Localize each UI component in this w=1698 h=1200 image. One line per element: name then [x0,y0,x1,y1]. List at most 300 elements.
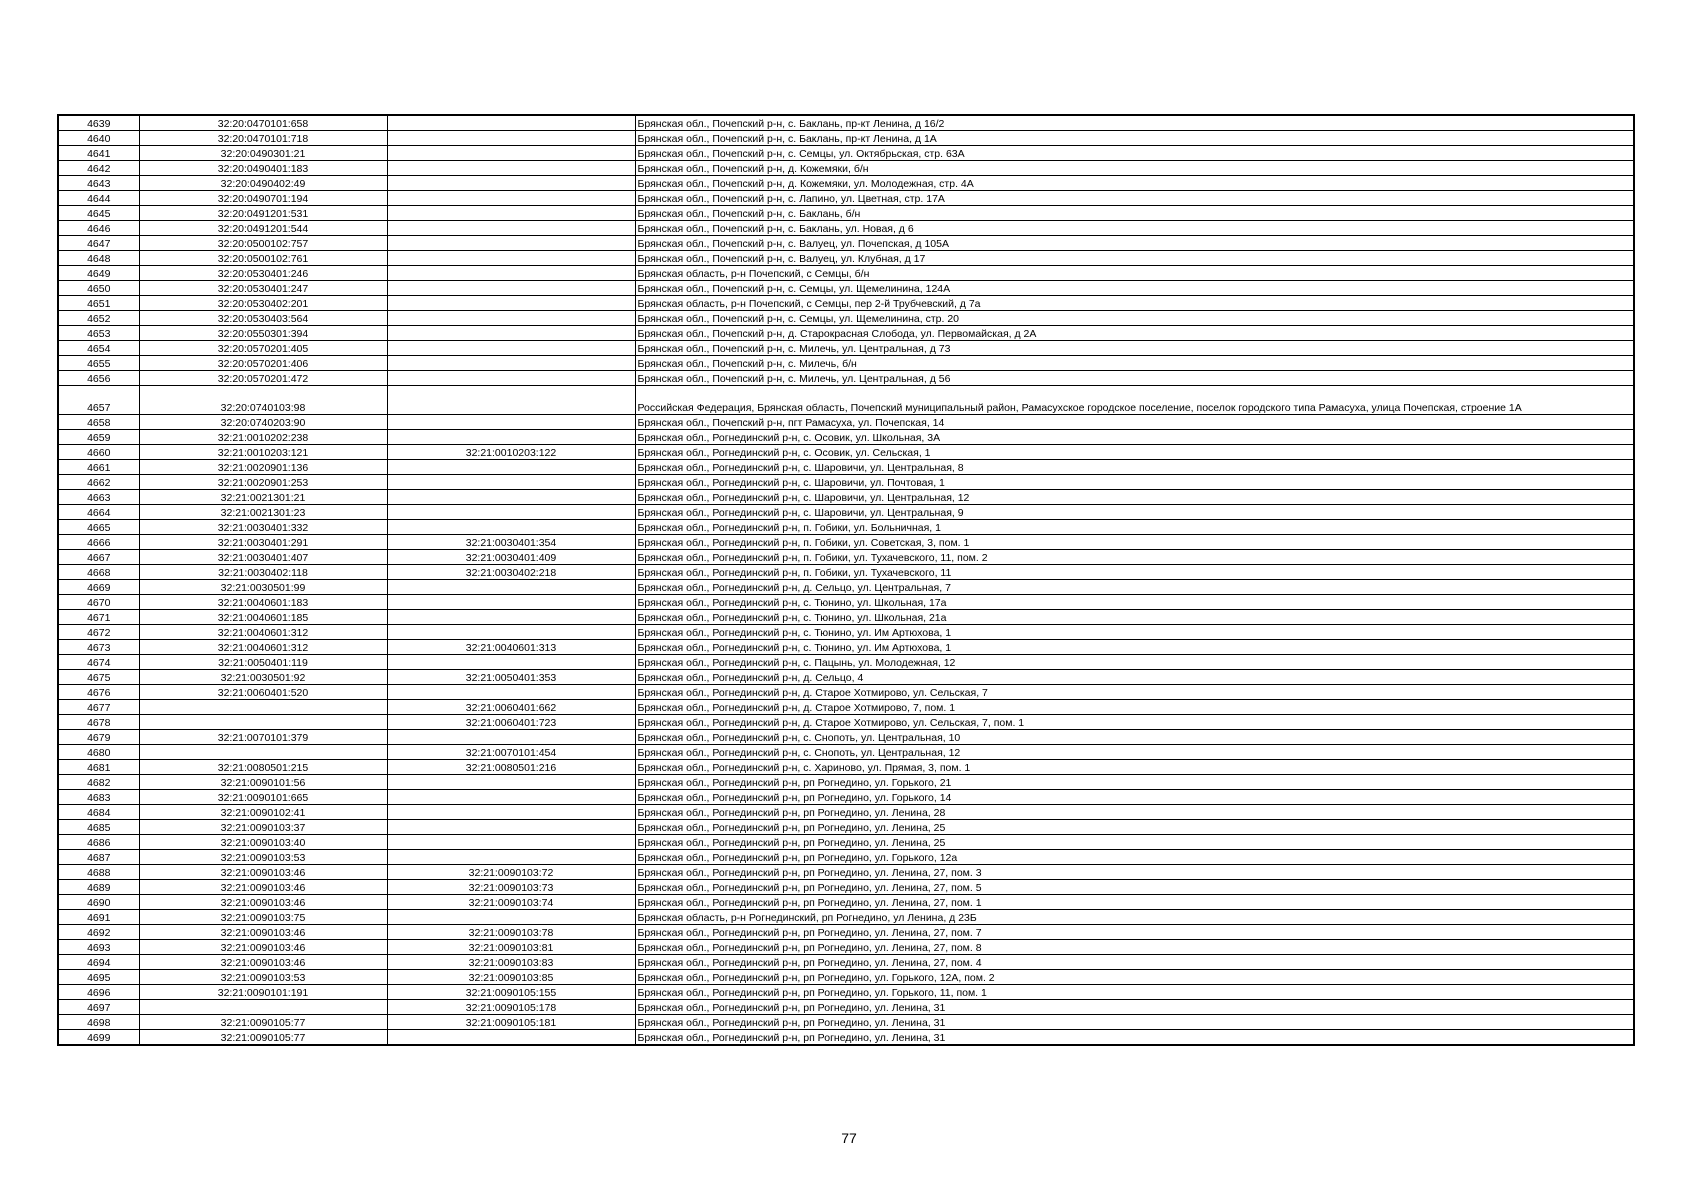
row-number-cell: 4695 [58,970,139,985]
table-row [58,625,1634,640]
related-cadastral-number-cell: 32:21:0090105:155 [387,985,635,1000]
cadastral-number-cell: 32:21:0021301:23 [139,505,387,520]
table-row [58,535,1634,550]
table-row [58,730,1634,745]
address-cell: Брянская обл., Почепский р-н, с. Баклань, пр-кт Ленина, д 16/2 [635,115,1634,131]
row-number-cell: 4642 [58,161,139,176]
register-body [58,115,1634,1045]
row-number-cell: 4687 [58,850,139,865]
table-row [58,685,1634,700]
related-cadastral-number-cell [387,625,635,640]
address-cell: Брянская обл., Рогнединский р-н, рп Рогнедино, ул. Ленина, 28 [635,805,1634,820]
related-cadastral-number-cell: 32:21:0090103:72 [387,865,635,880]
cadastral-number-cell: 32:20:0570201:406 [139,356,387,371]
address-cell: Брянская обл., Рогнединский р-н, с. Шаровичи, ул. Почтовая, 1 [635,475,1634,490]
address-cell: Брянская обл., Рогнединский р-н, д. Старое Хотмирово, ул. Сельская, 7, пом. 1 [635,715,1634,730]
table-row [58,326,1634,341]
table-row [58,550,1634,565]
table-row [58,940,1634,955]
related-cadastral-number-cell [387,820,635,835]
related-cadastral-number-cell [387,191,635,206]
address-cell: Брянская обл., Рогнединский р-н, п. Гобики, ул. Больничная, 1 [635,520,1634,535]
address-cell: Брянская обл., Рогнединский р-н, с. Тюнино, ул. Им Артюхова, 1 [635,625,1634,640]
table-row [58,1015,1634,1030]
row-number-cell: 4686 [58,835,139,850]
related-cadastral-number-cell [387,206,635,221]
related-cadastral-number-cell [387,775,635,790]
cadastral-number-cell: 32:21:0040601:185 [139,610,387,625]
related-cadastral-number-cell: 32:21:0070101:454 [387,745,635,760]
cadastral-number-cell [139,1000,387,1015]
address-cell: Брянская область, р-н Почепский, с Семцы, пер 2-й Трубчевский, д 7а [635,296,1634,311]
address-cell: Брянская обл., Рогнединский р-н, рп Рогнедино, ул. Горького, 12А, пом. 2 [635,970,1634,985]
table-row [58,835,1634,850]
cadastral-number-cell: 32:21:0010202:238 [139,430,387,445]
address-cell: Брянская обл., Почепский р-н, д. Кожемяки, б/н [635,161,1634,176]
related-cadastral-number-cell [387,146,635,161]
related-cadastral-number-cell [387,115,635,131]
table-row [58,356,1634,371]
address-cell: Брянская обл., Рогнединский р-н, п. Гобики, ул. Тухачевского, 11, пом. 2 [635,550,1634,565]
table-row [58,895,1634,910]
table-row [58,460,1634,475]
related-cadastral-number-cell: 32:21:0090103:74 [387,895,635,910]
table-row [58,1030,1634,1046]
related-cadastral-number-cell [387,910,635,925]
table-row [58,490,1634,505]
related-cadastral-number-cell [387,281,635,296]
cadastral-number-cell: 32:21:0090103:46 [139,895,387,910]
table-row [58,236,1634,251]
row-number-cell: 4699 [58,1030,139,1046]
address-cell: Брянская обл., Рогнединский р-н, с. Снопоть, ул. Центральная, 10 [635,730,1634,745]
related-cadastral-number-cell [387,790,635,805]
address-cell: Брянская обл., Рогнединский р-н, д. Сельцо, ул. Центральная, 7 [635,580,1634,595]
address-cell: Брянская обл., Почепский р-н, д. Кожемяки, ул. Молодежная, стр. 4А [635,176,1634,191]
related-cadastral-number-cell [387,176,635,191]
address-cell: Брянская обл., Рогнединский р-н, рп Рогнедино, ул. Ленина, 31 [635,1015,1634,1030]
related-cadastral-number-cell: 32:21:0040601:313 [387,640,635,655]
address-cell: Брянская обл., Почепский р-н, с. Баклань, ул. Новая, д 6 [635,221,1634,236]
address-cell: Брянская обл., Почепский р-н, пгт Рамасуха, ул. Почепская, 14 [635,415,1634,430]
row-number-cell: 4675 [58,670,139,685]
row-number-cell: 4697 [58,1000,139,1015]
related-cadastral-number-cell: 32:21:0090103:81 [387,940,635,955]
table-row [58,266,1634,281]
cadastral-number-cell: 32:21:0090103:46 [139,940,387,955]
row-number-cell: 4639 [58,115,139,131]
related-cadastral-number-cell [387,475,635,490]
related-cadastral-number-cell: 32:21:0090103:73 [387,880,635,895]
row-number-cell: 4681 [58,760,139,775]
address-cell: Брянская обл., Рогнединский р-н, рп Рогнедино, ул. Ленина, 27, пом. 4 [635,955,1634,970]
address-cell: Брянская обл., Рогнединский р-н, рп Рогнедино, ул. Ленина, 27, пом. 5 [635,880,1634,895]
related-cadastral-number-cell [387,131,635,146]
table-row [58,595,1634,610]
address-cell: Брянская обл., Рогнединский р-н, с. Хариново, ул. Прямая, 3, пом. 1 [635,760,1634,775]
address-cell: Брянская обл., Почепский р-н, с. Семцы, ул. Щемелинина, стр. 20 [635,311,1634,326]
related-cadastral-number-cell [387,520,635,535]
address-cell: Брянская обл., Почепский р-н, с. Валуец, ул. Почепская, д 105А [635,236,1634,251]
cadastral-number-cell: 32:20:0530402:201 [139,296,387,311]
row-number-cell: 4660 [58,445,139,460]
row-number-cell: 4672 [58,625,139,640]
address-cell: Брянская обл., Рогнединский р-н, с. Пацынь, ул. Молодежная, 12 [635,655,1634,670]
row-number-cell: 4652 [58,311,139,326]
table-row [58,910,1634,925]
row-number-cell: 4653 [58,326,139,341]
cadastral-number-cell [139,715,387,730]
cadastral-number-cell: 32:20:0490701:194 [139,191,387,206]
row-number-cell: 4693 [58,940,139,955]
row-number-cell: 4664 [58,505,139,520]
table-row [58,176,1634,191]
row-number-cell: 4688 [58,865,139,880]
related-cadastral-number-cell: 32:21:0010203:122 [387,445,635,460]
address-cell: Брянская область, р-н Почепский, с Семцы, б/н [635,266,1634,281]
row-number-cell: 4645 [58,206,139,221]
row-number-cell: 4692 [58,925,139,940]
cadastral-number-cell: 32:21:0040601:312 [139,625,387,640]
table-row [58,655,1634,670]
address-cell: Брянская обл., Почепский р-н, с. Милечь, ул. Центральная, д 56 [635,371,1634,386]
table-row [58,865,1634,880]
table-row [58,565,1634,580]
row-number-cell: 4682 [58,775,139,790]
related-cadastral-number-cell [387,326,635,341]
address-cell: Брянская обл., Рогнединский р-н, с. Шаровичи, ул. Центральная, 9 [635,505,1634,520]
cadastral-number-cell: 32:20:0490402:49 [139,176,387,191]
address-cell: Брянская обл., Рогнединский р-н, д. Сельцо, 4 [635,670,1634,685]
row-number-cell: 4657 [58,386,139,415]
row-number-cell: 4677 [58,700,139,715]
related-cadastral-number-cell [387,805,635,820]
cadastral-number-cell: 32:21:0090103:53 [139,850,387,865]
address-cell: Брянская обл., Почепский р-н, с. Баклань, пр-кт Ленина, д 1А [635,131,1634,146]
cadastral-number-cell: 32:21:0090101:665 [139,790,387,805]
row-number-cell: 4671 [58,610,139,625]
row-number-cell: 4680 [58,745,139,760]
address-cell: Брянская обл., Почепский р-н, с. Семцы, ул. Октябрьская, стр. 63А [635,146,1634,161]
related-cadastral-number-cell [387,296,635,311]
address-cell: Брянская обл., Рогнединский р-н, рп Рогнедино, ул. Ленина, 31 [635,1000,1634,1015]
address-cell: Брянская обл., Рогнединский р-н, рп Рогнедино, ул. Горького, 14 [635,790,1634,805]
related-cadastral-number-cell [387,371,635,386]
address-cell: Брянская обл., Рогнединский р-н, рп Рогнедино, ул. Горького, 12а [635,850,1634,865]
address-cell: Брянская обл., Рогнединский р-н, рп Рогнедино, ул. Ленина, 27, пом. 7 [635,925,1634,940]
table-row [58,970,1634,985]
table-row [58,191,1634,206]
related-cadastral-number-cell: 32:21:0050401:353 [387,670,635,685]
address-cell: Брянская обл., Рогнединский р-н, с. Осовик, ул. Школьная, 3А [635,430,1634,445]
related-cadastral-number-cell [387,685,635,700]
address-cell: Брянская обл., Рогнединский р-н, с. Шаровичи, ул. Центральная, 12 [635,490,1634,505]
address-cell: Брянская обл., Почепский р-н, с. Баклань, б/н [635,206,1634,221]
row-number-cell: 4698 [58,1015,139,1030]
row-number-cell: 4690 [58,895,139,910]
row-number-cell: 4683 [58,790,139,805]
row-number-cell: 4679 [58,730,139,745]
cadastral-number-cell: 32:21:0090103:46 [139,880,387,895]
related-cadastral-number-cell: 32:21:0030402:218 [387,565,635,580]
table-row [58,206,1634,221]
cadastral-number-cell: 32:21:0090103:37 [139,820,387,835]
row-number-cell: 4670 [58,595,139,610]
cadastral-number-cell: 32:21:0040601:312 [139,640,387,655]
address-cell: Брянская обл., Почепский р-н, с. Милечь, ул. Центральная, д 73 [635,341,1634,356]
cadastral-number-cell: 32:21:0030401:291 [139,535,387,550]
related-cadastral-number-cell [387,490,635,505]
table-row [58,640,1634,655]
row-number-cell: 4696 [58,985,139,1000]
cadastral-number-cell: 32:20:0470101:718 [139,131,387,146]
row-number-cell: 4673 [58,640,139,655]
cadastral-number-cell: 32:21:0040601:183 [139,595,387,610]
cadastral-number-cell: 32:21:0030401:332 [139,520,387,535]
related-cadastral-number-cell: 32:21:0060401:723 [387,715,635,730]
address-cell: Брянская обл., Рогнединский р-н, с. Осовик, ул. Сельская, 1 [635,445,1634,460]
cadastral-number-cell: 32:21:0090103:75 [139,910,387,925]
table-row [58,281,1634,296]
row-number-cell: 4666 [58,535,139,550]
table-row [58,850,1634,865]
address-cell: Брянская обл., Почепский р-н, с. Лапино, ул. Цветная, стр. 17А [635,191,1634,206]
cadastral-number-cell: 32:21:0090103:53 [139,970,387,985]
row-number-cell: 4641 [58,146,139,161]
cadastral-number-cell: 32:20:0530401:246 [139,266,387,281]
related-cadastral-number-cell: 32:21:0060401:662 [387,700,635,715]
row-number-cell: 4694 [58,955,139,970]
cadastral-number-cell: 32:20:0490401:183 [139,161,387,176]
related-cadastral-number-cell [387,236,635,251]
cadastral-number-cell [139,745,387,760]
related-cadastral-number-cell [387,850,635,865]
table-row [58,715,1634,730]
cadastral-number-cell: 32:21:0090105:77 [139,1030,387,1046]
cadastral-number-cell: 32:21:0090103:40 [139,835,387,850]
related-cadastral-number-cell [387,835,635,850]
row-number-cell: 4656 [58,371,139,386]
cadastral-number-cell: 32:21:0090101:191 [139,985,387,1000]
row-number-cell: 4668 [58,565,139,580]
cadastral-number-cell: 32:21:0030401:407 [139,550,387,565]
related-cadastral-number-cell [387,415,635,430]
related-cadastral-number-cell [387,251,635,266]
table-row [58,386,1634,415]
table-row [58,775,1634,790]
cadastral-number-cell [139,700,387,715]
address-cell: Брянская обл., Рогнединский р-н, с. Тюнино, ул. Школьная, 21а [635,610,1634,625]
row-number-cell: 4676 [58,685,139,700]
cadastral-number-cell: 32:21:0090101:56 [139,775,387,790]
address-cell: Брянская обл., Рогнединский р-н, рп Рогнедино, ул. Ленина, 25 [635,820,1634,835]
row-number-cell: 4689 [58,880,139,895]
related-cadastral-number-cell [387,311,635,326]
table-row [58,445,1634,460]
row-number-cell: 4654 [58,341,139,356]
related-cadastral-number-cell [387,505,635,520]
row-number-cell: 4674 [58,655,139,670]
table-row [58,880,1634,895]
row-number-cell: 4649 [58,266,139,281]
related-cadastral-number-cell [387,1030,635,1046]
cadastral-number-cell: 32:21:0030402:118 [139,565,387,580]
row-number-cell: 4650 [58,281,139,296]
table-row [58,221,1634,236]
address-cell: Брянская обл., Рогнединский р-н, п. Гобики, ул. Советская, 3, пом. 1 [635,535,1634,550]
related-cadastral-number-cell [387,580,635,595]
address-cell: Брянская обл., Почепский р-н, с. Валуец, ул. Клубная, д 17 [635,251,1634,266]
related-cadastral-number-cell: 32:21:0030401:409 [387,550,635,565]
address-cell: Брянская обл., Почепский р-н, с. Семцы, ул. Щемелинина, 124А [635,281,1634,296]
address-cell: Брянская область, р-н Рогнединский, рп Рогнедино, ул Ленина, д 23Б [635,910,1634,925]
cadastral-number-cell: 32:21:0090103:46 [139,955,387,970]
row-number-cell: 4665 [58,520,139,535]
cadastral-number-cell: 32:21:0010203:121 [139,445,387,460]
table-row [58,700,1634,715]
table-row [58,505,1634,520]
table-row [58,790,1634,805]
cadastral-number-cell: 32:20:0491201:544 [139,221,387,236]
cadastral-number-cell: 32:20:0490301:21 [139,146,387,161]
related-cadastral-number-cell [387,341,635,356]
related-cadastral-number-cell [387,610,635,625]
row-number-cell: 4662 [58,475,139,490]
cadastral-number-cell: 32:20:0570201:472 [139,371,387,386]
row-number-cell: 4678 [58,715,139,730]
table-row [58,430,1634,445]
related-cadastral-number-cell [387,386,635,415]
table-row [58,520,1634,535]
address-cell: Российская Федерация, Брянская область, Почепский муниципальный район, Рамасухское городское поселение, поселок городского типа Рамасуха, улица Почепская, строение 1А [635,386,1634,415]
row-number-cell: 4640 [58,131,139,146]
cadastral-number-cell: 32:20:0500102:757 [139,236,387,251]
table-row [58,580,1634,595]
row-number-cell: 4663 [58,490,139,505]
related-cadastral-number-cell [387,161,635,176]
related-cadastral-number-cell: 32:21:0030401:354 [387,535,635,550]
table-row [58,371,1634,386]
cadastral-number-cell: 32:21:0090105:77 [139,1015,387,1030]
table-row [58,925,1634,940]
cadastral-number-cell: 32:21:0020901:136 [139,460,387,475]
address-cell: Брянская обл., Рогнединский р-н, рп Рогнедино, ул. Ленина, 25 [635,835,1634,850]
table-row [58,131,1634,146]
cadastral-number-cell: 32:20:0550301:394 [139,326,387,341]
cadastral-number-cell: 32:21:0030501:99 [139,580,387,595]
related-cadastral-number-cell [387,655,635,670]
table-row [58,610,1634,625]
row-number-cell: 4646 [58,221,139,236]
table-row [58,1000,1634,1015]
cadastral-number-cell: 32:21:0090102:41 [139,805,387,820]
address-cell: Брянская обл., Рогнединский р-н, рп Рогнедино, ул. Ленина, 27, пом. 3 [635,865,1634,880]
related-cadastral-number-cell: 32:21:0090103:85 [387,970,635,985]
cadastral-number-cell: 32:20:0570201:405 [139,341,387,356]
related-cadastral-number-cell [387,460,635,475]
related-cadastral-number-cell: 32:21:0090103:78 [387,925,635,940]
table-row [58,161,1634,176]
cadastral-number-cell: 32:21:0021301:21 [139,490,387,505]
address-cell: Брянская обл., Рогнединский р-н, с. Шаровичи, ул. Центральная, 8 [635,460,1634,475]
table-row [58,985,1634,1000]
row-number-cell: 4648 [58,251,139,266]
related-cadastral-number-cell: 32:21:0090103:83 [387,955,635,970]
address-cell: Брянская обл., Рогнединский р-н, с. Тюнино, ул. Им Артюхова, 1 [635,640,1634,655]
table-row [58,670,1634,685]
row-number-cell: 4669 [58,580,139,595]
row-number-cell: 4643 [58,176,139,191]
cadastral-number-cell: 32:20:0740103:98 [139,386,387,415]
register-table [57,114,1635,1046]
table-row [58,115,1634,131]
cadastral-number-cell: 32:21:0020901:253 [139,475,387,490]
cadastral-number-cell: 32:20:0500102:761 [139,251,387,266]
row-number-cell: 4691 [58,910,139,925]
table-row [58,955,1634,970]
table-row [58,475,1634,490]
row-number-cell: 4651 [58,296,139,311]
address-cell: Брянская обл., Рогнединский р-н, п. Гобики, ул. Тухачевского, 11 [635,565,1634,580]
address-cell: Брянская обл., Рогнединский р-н, рп Рогнедино, ул. Ленина, 31 [635,1030,1634,1046]
cadastral-number-cell: 32:20:0740203:90 [139,415,387,430]
row-number-cell: 4661 [58,460,139,475]
related-cadastral-number-cell [387,266,635,281]
row-number-cell: 4655 [58,356,139,371]
table-row [58,146,1634,161]
row-number-cell: 4667 [58,550,139,565]
related-cadastral-number-cell [387,430,635,445]
address-cell: Брянская обл., Рогнединский р-н, рп Рогнедино, ул. Горького, 21 [635,775,1634,790]
row-number-cell: 4659 [58,430,139,445]
address-cell: Брянская обл., Почепский р-н, д. Старокрасная Слобода, ул. Первомайская, д 2А [635,326,1634,341]
cadastral-number-cell: 32:20:0530403:564 [139,311,387,326]
related-cadastral-number-cell [387,356,635,371]
table-row [58,311,1634,326]
table-row [58,415,1634,430]
related-cadastral-number-cell: 32:21:0090105:178 [387,1000,635,1015]
related-cadastral-number-cell: 32:21:0090105:181 [387,1015,635,1030]
cadastral-number-cell: 32:20:0530401:247 [139,281,387,296]
row-number-cell: 4644 [58,191,139,206]
address-cell: Брянская обл., Рогнединский р-н, с. Снопоть, ул. Центральная, 12 [635,745,1634,760]
related-cadastral-number-cell [387,730,635,745]
address-cell: Брянская обл., Почепский р-н, с. Милечь, б/н [635,356,1634,371]
cadastral-number-cell: 32:21:0090103:46 [139,865,387,880]
cadastral-number-cell: 32:21:0060401:520 [139,685,387,700]
row-number-cell: 4647 [58,236,139,251]
row-number-cell: 4685 [58,820,139,835]
table-row [58,296,1634,311]
table-row [58,760,1634,775]
table-row [58,745,1634,760]
cadastral-number-cell: 32:21:0090103:46 [139,925,387,940]
related-cadastral-number-cell: 32:21:0080501:216 [387,760,635,775]
page-number: 77 [841,1130,857,1146]
cadastral-number-cell: 32:20:0470101:658 [139,115,387,131]
table-row [58,805,1634,820]
cadastral-number-cell: 32:20:0491201:531 [139,206,387,221]
table-row [58,820,1634,835]
address-cell: Брянская обл., Рогнединский р-н, рп Рогнедино, ул. Ленина, 27, пом. 1 [635,895,1634,910]
cadastral-number-cell: 32:21:0080501:215 [139,760,387,775]
address-cell: Брянская обл., Рогнединский р-н, рп Рогнедино, ул. Горького, 11, пом. 1 [635,985,1634,1000]
related-cadastral-number-cell [387,595,635,610]
table-row [58,251,1634,266]
cadastral-number-cell: 32:21:0050401:119 [139,655,387,670]
address-cell: Брянская обл., Рогнединский р-н, д. Старое Хотмирово, 7, пом. 1 [635,700,1634,715]
cadastral-number-cell: 32:21:0070101:379 [139,730,387,745]
